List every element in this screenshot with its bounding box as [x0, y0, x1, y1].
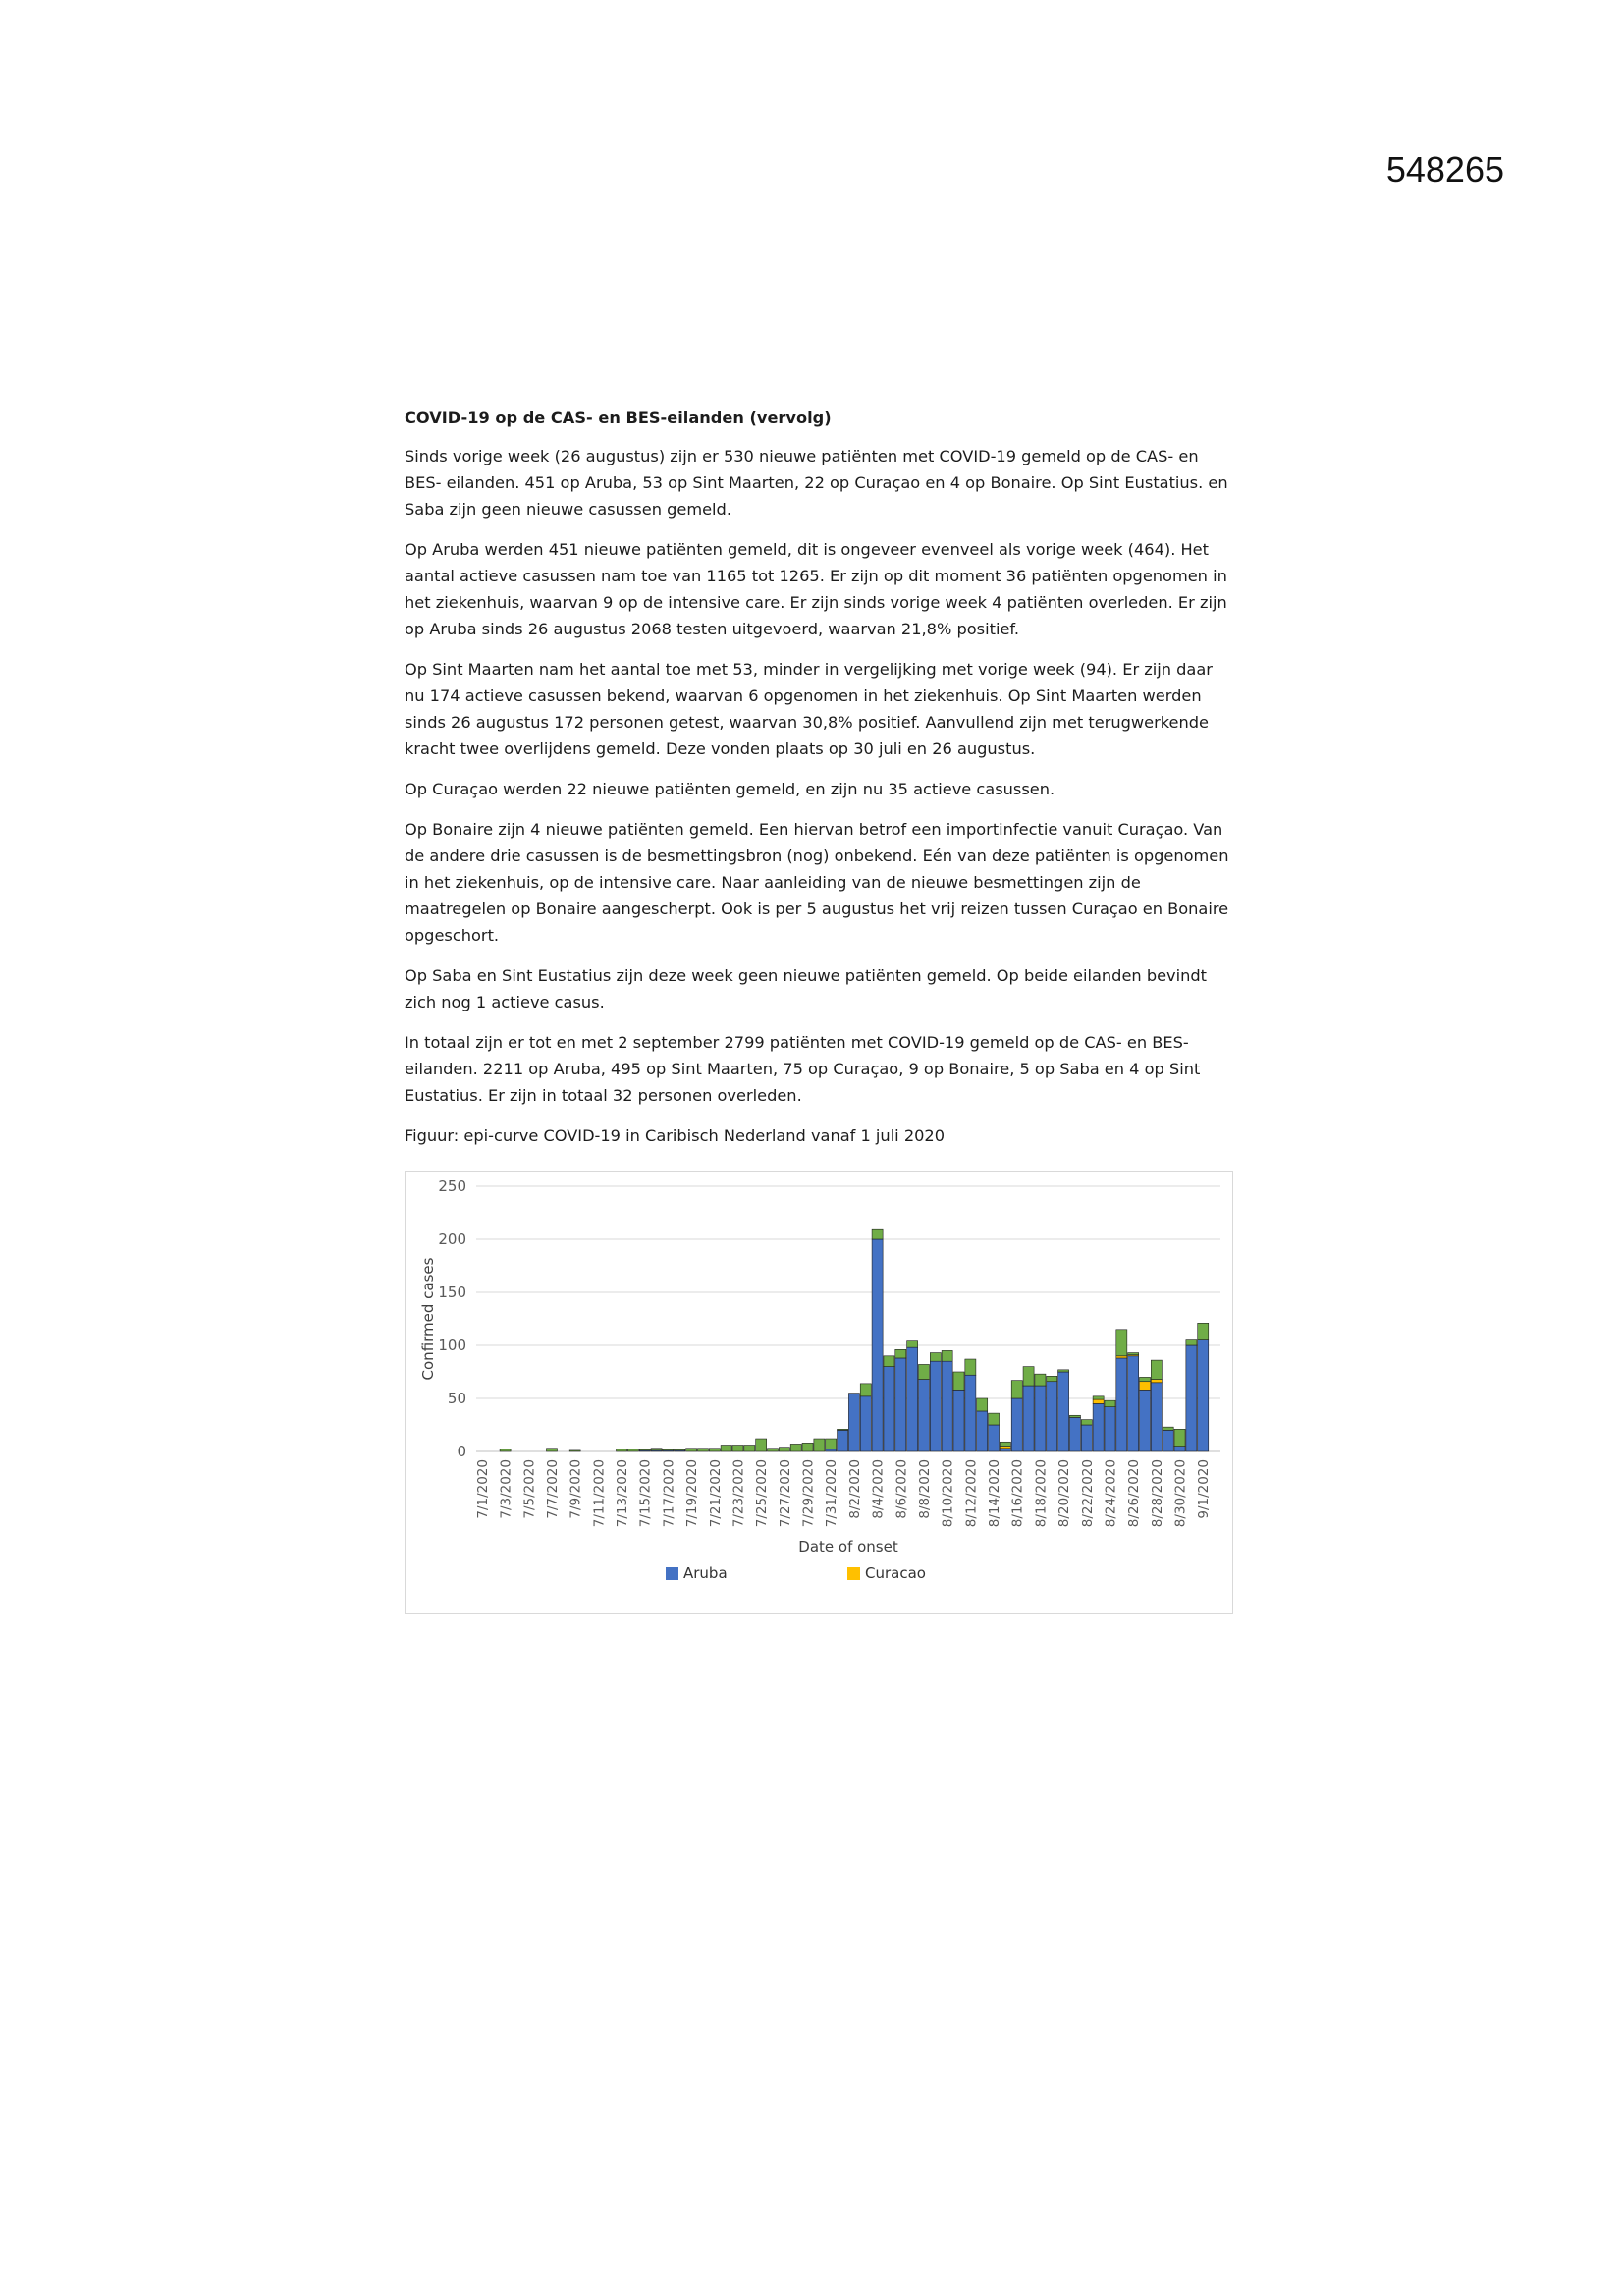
bar-segment-curacao: [1116, 1356, 1127, 1358]
x-tick-label: 8/26/2020: [1126, 1459, 1143, 1528]
x-tick-label: 7/9/2020: [568, 1459, 584, 1519]
paragraph: In totaal zijn er tot en met 2 september 2799 patiënten met COVID-19 gemeld op de CAS- en BES- eilanden. 2211 op Aruba, 495 op Sint Maarten, 75 op Curaçao, 9 op Bonaire, 5 op Saba en 4 op Sint Eustatius. Er zijn in totaal 32 personen overleden.: [405, 1033, 1201, 1105]
x-tick-label: 8/8/2020: [916, 1459, 933, 1519]
bar-segment-curacao: [1139, 1382, 1150, 1391]
bar-segment-aruba: [1163, 1430, 1173, 1451]
x-tick-label: 8/10/2020: [940, 1459, 956, 1528]
x-tick-label: 7/31/2020: [824, 1459, 840, 1528]
bar-segment-series-2: [651, 1449, 662, 1450]
x-tick-label: 9/1/2020: [1196, 1459, 1213, 1519]
bar-segment-series-2: [802, 1443, 813, 1451]
bar-segment-series-2: [1047, 1376, 1057, 1381]
bar-segment-series-2: [732, 1446, 743, 1451]
section-heading: COVID-19 op de CAS- en BES-eilanden (vervolg): [405, 409, 832, 427]
x-tick-label: 8/28/2020: [1149, 1459, 1165, 1528]
paragraph: Op Curaçao werden 22 nieuwe patiënten gemeld, en zijn nu 35 actieve casussen.: [405, 780, 1055, 798]
report-content: [405, 405, 1229, 1163]
bar-segment-series-2: [953, 1372, 964, 1390]
bar-segment-series-2: [663, 1449, 674, 1450]
bar-segment-series-2: [872, 1229, 883, 1239]
bar-segment-series-2: [790, 1444, 801, 1451]
x-tick-label: 8/16/2020: [1009, 1459, 1026, 1528]
bar-segment-series-2: [907, 1341, 918, 1347]
bar-segment-series-2: [1000, 1442, 1010, 1446]
bar-segment-series-2: [1116, 1330, 1127, 1356]
bar-segment-aruba: [895, 1358, 906, 1451]
bar-segment-series-2: [767, 1449, 778, 1451]
bar-segment-aruba: [838, 1430, 848, 1451]
x-tick-label: 7/17/2020: [661, 1459, 677, 1528]
bar-segment-series-2: [1198, 1323, 1209, 1339]
x-tick-label: 8/30/2020: [1172, 1459, 1189, 1528]
bar-segment-series-2: [709, 1449, 720, 1451]
bar-segment-series-2: [1151, 1360, 1162, 1379]
y-tick-label: 150: [438, 1284, 466, 1301]
bar-segment-series-2: [977, 1398, 988, 1411]
figure-caption: Figuur: epi-curve COVID-19 in Caribisch Nederland vanaf 1 juli 2020: [405, 1126, 946, 1145]
bar-segment-aruba: [953, 1390, 964, 1451]
x-tick-label: 8/24/2020: [1103, 1459, 1119, 1528]
bar-segment-aruba: [1151, 1383, 1162, 1451]
bar-segment-series-2: [617, 1449, 627, 1451]
paragraph: Op Bonaire zijn 4 nieuwe patiënten gemeld. Een hiervan betrof een importinfectie vanuit Curaçao. Van de andere drie casussen is de besmettingsbron (nog) onbekend. Eén van deze patiënten is opgenomen in het ziekenhuis, op de intensive care. Naar aanleiding van de nieuwe besmettingen zijn de maatregelen op Bonaire aangescherpt. Ook is per 5 augustus het vrij reizen tussen Curaçao en Bonaire opgeschort.: [405, 820, 1229, 945]
bar-segment-series-2: [756, 1439, 767, 1451]
legend-label-aruba: Aruba: [683, 1564, 728, 1582]
bar-segment-aruba: [872, 1239, 883, 1451]
bar-segment-series-2: [627, 1449, 638, 1451]
bar-segment-aruba: [860, 1396, 871, 1451]
bar-segment-aruba: [918, 1380, 929, 1451]
x-tick-label: 7/5/2020: [521, 1459, 538, 1519]
legend-item-curacao: [847, 1564, 926, 1582]
x-tick-label: 7/7/2020: [544, 1459, 561, 1519]
bar-segment-aruba: [1198, 1340, 1209, 1451]
bar-segment-series-2: [744, 1446, 755, 1451]
x-tick-label: 7/25/2020: [754, 1459, 771, 1528]
bar-segment-series-2: [942, 1350, 952, 1361]
bar-segment-curacao: [1000, 1447, 1010, 1449]
bar-segment-aruba: [1081, 1425, 1092, 1451]
bar-segment-series-2: [1058, 1370, 1069, 1372]
bar-segment-aruba: [1035, 1386, 1046, 1451]
bar-segment-aruba: [1116, 1358, 1127, 1451]
bar-segment-aruba: [942, 1361, 952, 1451]
bar-segment-aruba: [907, 1347, 918, 1451]
document-number: 548265: [1385, 149, 1504, 190]
x-tick-label: 7/29/2020: [800, 1459, 817, 1528]
x-tick-label: 8/6/2020: [893, 1459, 910, 1519]
bar-segment-aruba: [1139, 1390, 1150, 1451]
bar-segment-series-2: [1081, 1420, 1092, 1425]
bar-segment-series-2: [826, 1439, 837, 1449]
x-tick-label: 7/27/2020: [777, 1459, 793, 1528]
x-tick-label: 8/22/2020: [1079, 1459, 1096, 1528]
bar-segment-aruba: [1093, 1403, 1104, 1451]
bar-segment-aruba: [1128, 1356, 1139, 1451]
bar-segment-series-2: [546, 1449, 557, 1451]
legend-item-aruba: [666, 1564, 728, 1582]
y-tick-label: 100: [438, 1337, 466, 1354]
bar-segment-aruba: [965, 1375, 976, 1451]
bar-segment-series-2: [721, 1446, 731, 1451]
x-tick-label: 7/3/2020: [498, 1459, 514, 1519]
paragraph: Op Saba en Sint Eustatius zijn deze week geen nieuwe patiënten gemeld. Op beide eilanden bevindt zich nog 1 actieve casus.: [405, 966, 1208, 1011]
y-tick-label: 50: [447, 1390, 466, 1407]
bar-segment-aruba: [1011, 1398, 1022, 1451]
bar-segment-series-2: [884, 1356, 894, 1367]
bar-segment-aruba: [989, 1425, 1000, 1451]
bar-segment-series-2: [697, 1449, 708, 1451]
x-tick-label: 7/13/2020: [615, 1459, 631, 1528]
chart-svg: [406, 1172, 1232, 1564]
bar-segment-aruba: [930, 1361, 941, 1451]
bar-segment-series-2: [989, 1413, 1000, 1425]
epi-curve-chart: [405, 1171, 1233, 1614]
bar-segment-curacao: [1093, 1399, 1104, 1403]
x-tick-label: 8/4/2020: [870, 1459, 887, 1519]
x-axis-title: Date of onset: [798, 1538, 898, 1556]
y-tick-label: 0: [457, 1443, 466, 1460]
bar-segment-series-2: [1186, 1340, 1197, 1345]
bar-segment-series-2: [1093, 1396, 1104, 1399]
bar-segment-series-2: [1035, 1374, 1046, 1386]
bar-segment-series-2: [1163, 1427, 1173, 1430]
bar-segment-series-2: [918, 1364, 929, 1379]
bar-segment-aruba: [1105, 1407, 1115, 1451]
chart-legend: [666, 1564, 1078, 1588]
y-tick-label: 200: [438, 1230, 466, 1248]
bar-segment-aruba: [1174, 1447, 1185, 1451]
x-tick-label: 7/1/2020: [474, 1459, 491, 1519]
paragraph: Op Aruba werden 451 nieuwe patiënten gemeld, dit is ongeveer evenveel als vorige week (464). Het aantal actieve casussen nam toe van 1165 tot 1265. Er zijn op dit moment 36 patiënten opgenomen in het ziekenhuis, waarvan 9 op de intensive care. Er zijn sinds vorige week 4 patiënten overleden. Er zijn op Aruba sinds 26 augustus 2068 testen uitgevoerd, waarvan 21,8% positief.: [405, 540, 1227, 638]
bar-segment-aruba: [1047, 1382, 1057, 1451]
legend-swatch-aruba: [666, 1567, 678, 1580]
y-axis-title: Confirmed cases: [419, 1257, 437, 1381]
bar-segment-aruba: [848, 1394, 859, 1451]
bar-segment-series-2: [838, 1429, 848, 1430]
bar-segment-series-2: [895, 1349, 906, 1358]
bar-segment-series-2: [930, 1353, 941, 1362]
x-tick-label: 7/11/2020: [591, 1459, 608, 1528]
bar-segment-series-2: [686, 1449, 697, 1451]
bar-segment-series-2: [1069, 1415, 1080, 1417]
x-tick-label: 7/15/2020: [637, 1459, 654, 1528]
x-tick-label: 7/19/2020: [684, 1459, 701, 1528]
bar-segment-curacao: [1151, 1380, 1162, 1383]
legend-label-curacao: Curacao: [865, 1564, 926, 1582]
bar-segment-series-2: [1023, 1367, 1034, 1386]
bar-segment-series-2: [814, 1439, 825, 1451]
bar-segment-aruba: [977, 1411, 988, 1451]
bar-segment-aruba: [1186, 1345, 1197, 1451]
bar-segment-series-2: [1011, 1381, 1022, 1398]
x-tick-label: 8/12/2020: [963, 1459, 980, 1528]
x-tick-label: 8/18/2020: [1033, 1459, 1050, 1528]
paragraph: Sinds vorige week (26 augustus) zijn er 530 nieuwe patiënten met COVID-19 gemeld op de CAS- en BES- eilanden. 451 op Aruba, 53 op Sint Maarten, 22 op Curaçao en 4 op Bonaire. Op Sint Eustatius. en Saba zijn geen nieuwe casussen gemeld.: [405, 447, 1228, 519]
legend-swatch-curacao: [847, 1567, 860, 1580]
bar-segment-series-2: [569, 1450, 580, 1451]
x-tick-label: 8/14/2020: [987, 1459, 1003, 1528]
bar-segment-series-2: [675, 1449, 685, 1450]
paragraph: Op Sint Maarten nam het aantal toe met 53, minder in vergelijking met vorige week (94). Er zijn daar nu 174 actieve casussen bekend, waarvan 6 opgenomen in het ziekenhuis. Op Sint Maarten werden sinds 26 augustus 172 personen getest, waarvan 30,8% positief. Aanvullend zijn met terugwerkende kracht twee overlijdens gemeld. Deze vonden plaats op 30 juli en 26 augustus.: [405, 660, 1213, 758]
bar-segment-aruba: [1000, 1449, 1010, 1451]
bar-segment-aruba: [1058, 1372, 1069, 1451]
bar-segment-aruba: [1023, 1386, 1034, 1451]
bar-segment-series-2: [639, 1449, 650, 1450]
bar-segment-series-2: [965, 1359, 976, 1375]
y-tick-label: 250: [438, 1177, 466, 1195]
x-tick-label: 8/2/2020: [846, 1459, 863, 1519]
x-tick-label: 7/21/2020: [707, 1459, 724, 1528]
bar-segment-series-2: [1105, 1400, 1115, 1406]
bar-segment-series-2: [1128, 1353, 1139, 1355]
bar-segment-aruba: [826, 1449, 837, 1451]
bar-segment-series-2: [779, 1448, 789, 1451]
bar-segment-series-2: [1139, 1377, 1150, 1381]
bar-segment-aruba: [884, 1367, 894, 1451]
x-tick-label: 7/23/2020: [730, 1459, 747, 1528]
bar-segment-series-2: [1174, 1429, 1185, 1446]
bar-segment-aruba: [1069, 1417, 1080, 1451]
bar-segment-series-2: [500, 1449, 511, 1451]
bar-segment-series-2: [860, 1384, 871, 1396]
x-tick-label: 8/20/2020: [1056, 1459, 1073, 1528]
